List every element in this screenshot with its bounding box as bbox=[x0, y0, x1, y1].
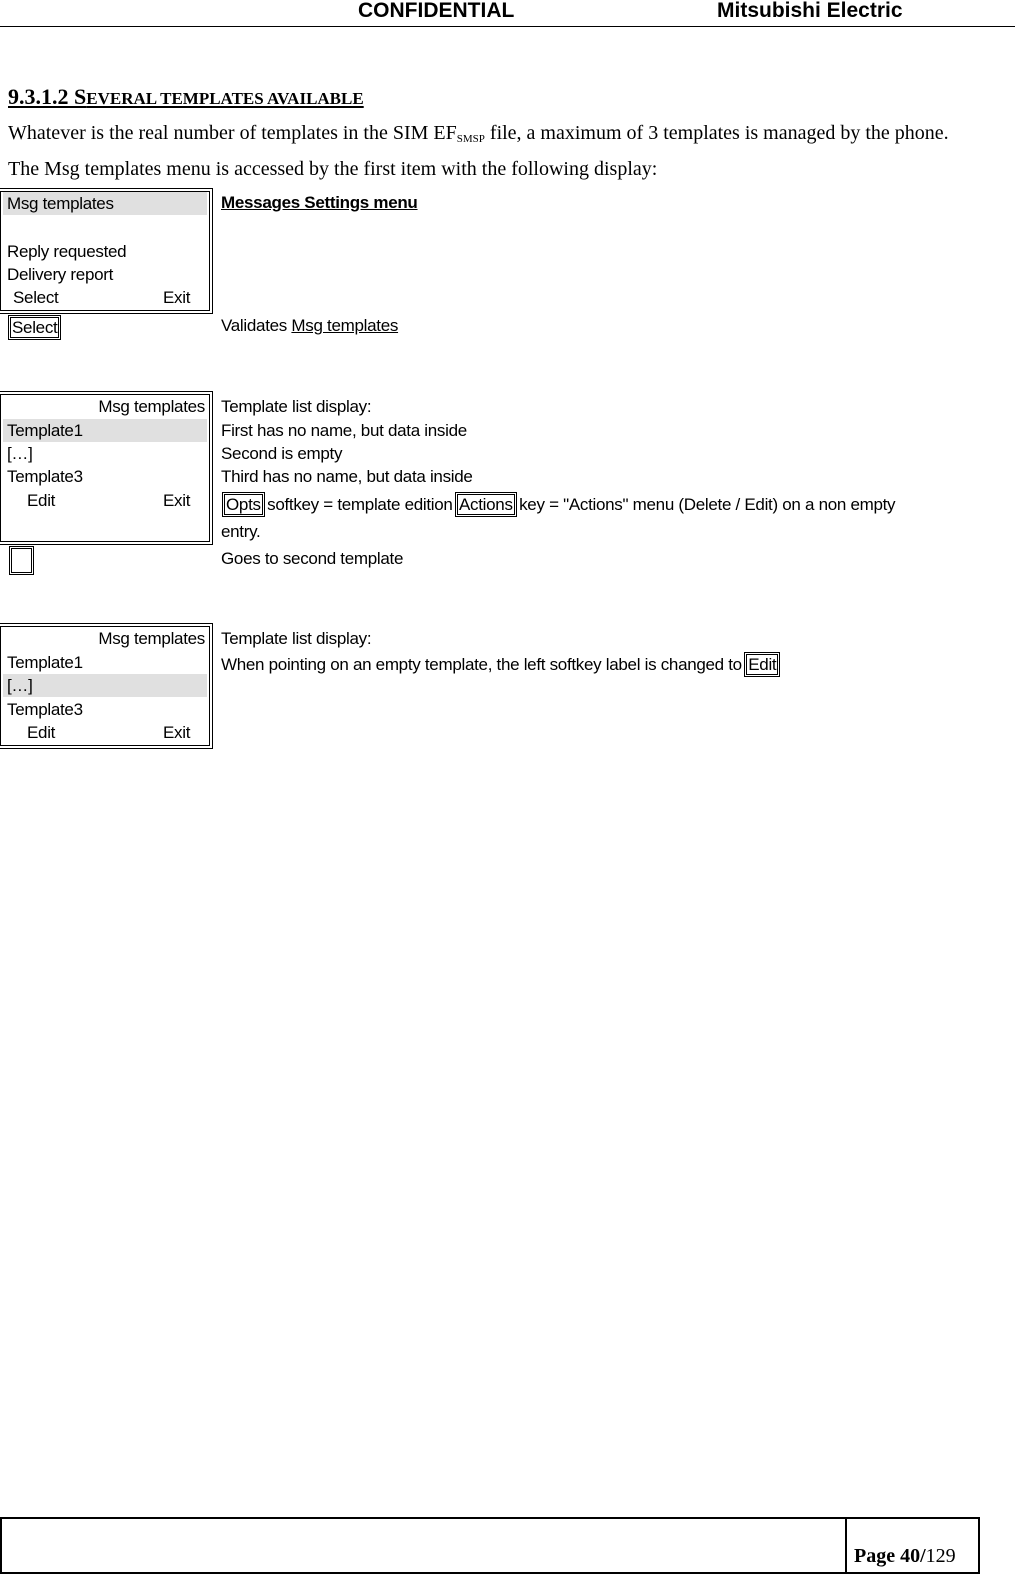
confidential-label: CONFIDENTIAL bbox=[358, 0, 515, 22]
template-list-desc-4: Third has no name, but data inside bbox=[221, 467, 473, 486]
opts-actions-desc bbox=[224, 493, 895, 516]
screen-row: Reply requested bbox=[7, 242, 127, 261]
softkey-left[interactable]: Edit bbox=[27, 491, 56, 510]
settings-menu-title: Messages Settings menu bbox=[221, 193, 418, 212]
empty-template-desc-1: Template list display: bbox=[221, 629, 372, 648]
intro-text-start: Whatever is the real number of templates in the SIM EF bbox=[8, 122, 457, 144]
softkey-right[interactable]: Exit bbox=[163, 723, 191, 742]
goes-to-second-desc: Goes to second template bbox=[221, 549, 404, 568]
screen-row: Delivery report bbox=[7, 265, 114, 284]
opts-text: softkey = template edition bbox=[262, 495, 458, 514]
actions-key[interactable]: Actions bbox=[459, 495, 513, 514]
validates-text: Validates bbox=[221, 316, 292, 335]
section-heading bbox=[8, 84, 364, 112]
softkey-right[interactable]: Exit bbox=[163, 491, 191, 510]
validates-description bbox=[221, 314, 398, 337]
page-total: 129 bbox=[925, 1545, 956, 1567]
screen-row-highlighted: Msg templates bbox=[3, 192, 207, 215]
template-list-desc-2: First has no name, but data inside bbox=[221, 421, 467, 440]
phone-screen-empty-template bbox=[0, 626, 210, 746]
select-key[interactable] bbox=[10, 316, 59, 340]
page-label: Page 40/ bbox=[854, 1545, 926, 1567]
page-number bbox=[854, 1545, 956, 1567]
actions-text: key = "Actions" menu (Delete / Edit) on a non empty bbox=[514, 495, 896, 514]
softkey-row bbox=[7, 489, 205, 512]
screen-title: Msg templates bbox=[98, 629, 205, 648]
msg-templates-link: Msg templates bbox=[291, 316, 399, 335]
screen-row: Template1 bbox=[7, 653, 83, 672]
edit-key[interactable]: Edit bbox=[748, 655, 777, 674]
section-number: 9.3.1.2 bbox=[8, 84, 69, 109]
screen-row: […] bbox=[7, 444, 33, 463]
softkey-right[interactable]: Exit bbox=[163, 288, 191, 307]
phone-screen-settings bbox=[0, 191, 210, 311]
footer-divider bbox=[845, 1519, 847, 1572]
template-list-desc-1: Template list display: bbox=[221, 397, 372, 416]
softkey-row bbox=[7, 721, 205, 744]
access-paragraph: The Msg templates menu is accessed by the first item with the following display: bbox=[8, 158, 658, 180]
softkey-row bbox=[7, 286, 205, 309]
screen-row-highlighted: […] bbox=[3, 674, 207, 697]
phone-screen-template-list bbox=[0, 394, 210, 542]
template-list-desc-3: Second is empty bbox=[221, 444, 343, 463]
ef-subscript: SMSP bbox=[456, 133, 485, 145]
screen-row: Template3 bbox=[7, 467, 83, 486]
opts-key[interactable]: Opts bbox=[226, 495, 261, 514]
down-key-icon[interactable] bbox=[11, 548, 32, 573]
empty-template-desc-2 bbox=[221, 653, 778, 676]
screen-title: Msg templates bbox=[98, 397, 205, 416]
empty-template-text: When pointing on an empty template, the left softkey label is changed to bbox=[221, 655, 747, 674]
screen-row-highlighted: Template1 bbox=[3, 419, 207, 442]
softkey-left[interactable]: Edit bbox=[27, 723, 56, 742]
softkey-left[interactable]: Select bbox=[13, 288, 59, 307]
section-title-rest: EVERAL TEMPLATES AVAILABLE bbox=[86, 89, 364, 108]
select-key-label: Select bbox=[12, 318, 58, 337]
screen-row: Template3 bbox=[7, 700, 83, 719]
intro-text-end: file, a maximum of 3 templates is managed by the phone. bbox=[484, 122, 949, 144]
page-footer bbox=[0, 1517, 980, 1574]
intro-paragraph bbox=[8, 121, 949, 151]
opts-actions-desc-cont: entry. bbox=[221, 522, 261, 541]
section-title-initial: S bbox=[74, 84, 87, 109]
company-name: Mitsubishi Electric bbox=[717, 0, 903, 22]
